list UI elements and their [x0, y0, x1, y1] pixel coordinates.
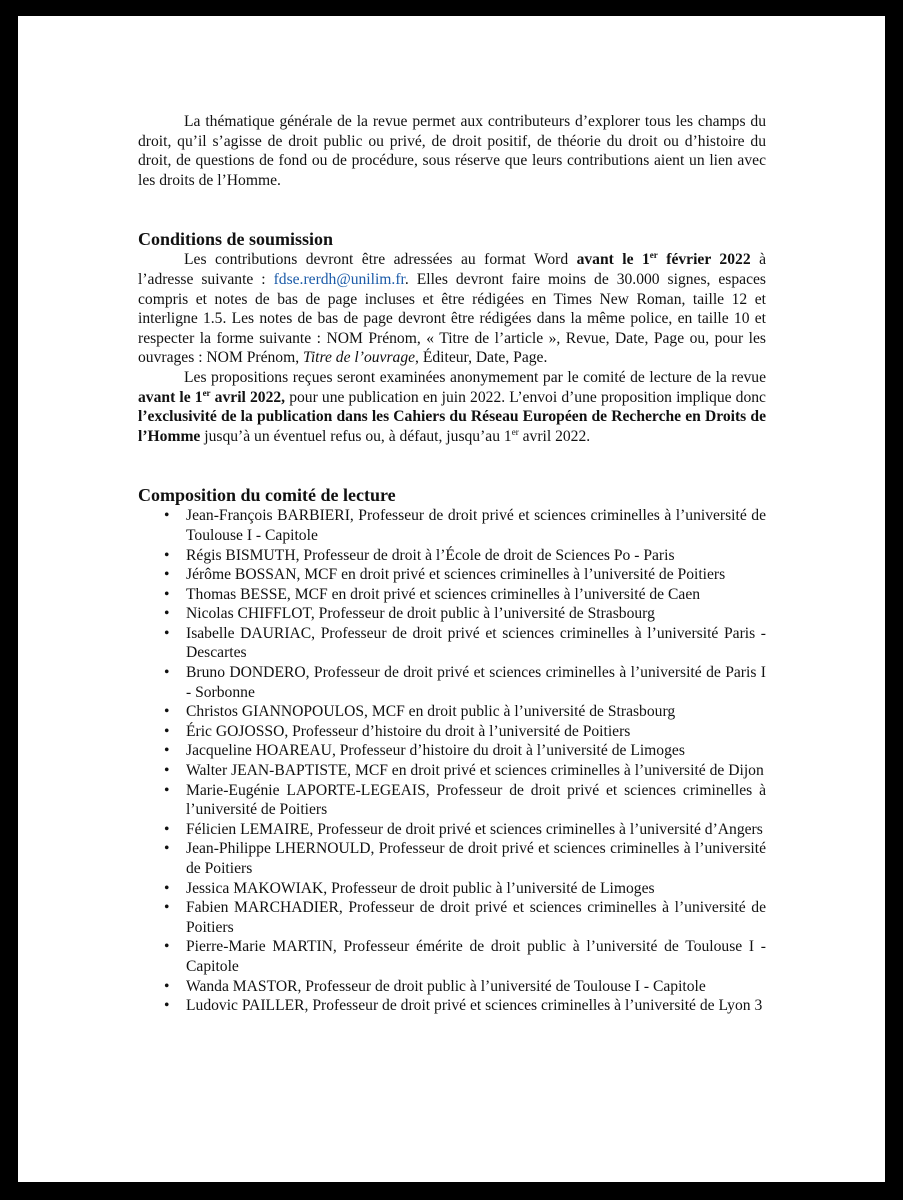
document-page [18, 16, 885, 1182]
committee-member: • Ludovic PAILLER, Professeur de droit privé et sciences criminelles à l’université de Lyon 3 [186, 996, 766, 1016]
committee-member: • Félicien LEMAIRE, Professeur de droit privé et sciences criminelles à l’université d’Angers [186, 820, 766, 840]
committee-member: • Wanda MASTOR, Professeur de droit public à l’université de Toulouse I - Capitole [186, 977, 766, 997]
committee-member: • Jean-François BARBIERI, Professeur de droit privé et sciences criminelles à l’université de Toulouse I - Capitole [186, 506, 766, 545]
committee-member: • Walter JEAN-BAPTISTE, MCF en droit privé et sciences criminelles à l’université de Dijon [186, 761, 766, 781]
intro-paragraph: La thématique générale de la revue permet aux contributeurs d’explorer tous les champs du droit, qu’il s’agisse de droit public ou privé, de droit positif, de théorie du droit ou d’histoire du droit, de questions de fond ou de procédure, sous réserve que leurs contributions aient un lien avec les droits de l’Homme. [138, 113, 766, 189]
committee-member: • Jessica MAKOWIAK, Professeur de droit public à l’université de Limoges [186, 879, 766, 899]
committee-member: • Nicolas CHIFFLOT, Professeur de droit public à l’université de Strasbourg [186, 604, 766, 624]
committee-member: • Jean-Philippe LHERNOULD, Professeur de droit privé et sciences criminelles à l’université de Poitiers [186, 839, 766, 878]
committee-member: • Marie-Eugénie LAPORTE-LEGEAIS, Professeur de droit privé et sciences criminelles à l’université de Poitiers [186, 781, 766, 820]
conditions-heading: Conditions de soumission [138, 229, 334, 250]
committee-member: • Jacqueline HOAREAU, Professeur d’histoire du droit à l’université de Limoges [186, 741, 766, 761]
conditions-paragraph-2: Les propositions reçues seront examinées anonymement par le comité de lecture de la revue avant le 1er avril 2022, pour une publication en juin 2022. L’envoi d’une proposition implique donc l’exclusivité de la publication dans les Cahiers du Réseau Européen de Recherche en Droits de l’Homme jusqu’à un éventuel refus ou, à défaut, jusqu’au 1er avril 2022. [138, 368, 766, 445]
committee-list [138, 506, 766, 1015]
committee-member: • Régis BISMUTH, Professeur de droit à l’École de droit de Sciences Po - Paris [186, 546, 766, 566]
committee-heading: Composition du comité de lecture [138, 485, 396, 506]
committee-member: • Fabien MARCHADIER, Professeur de droit privé et sciences criminelles à l’université de Poitiers [186, 898, 766, 937]
committee-member: • Isabelle DAURIAC, Professeur de droit privé et sciences criminelles à l’université Paris - Descartes [186, 624, 766, 663]
committee-member: • Bruno DONDERO, Professeur de droit privé et sciences criminelles à l’université de Paris I - Sorbonne [186, 663, 766, 702]
committee-member: • Éric GOJOSSO, Professeur d’histoire du droit à l’université de Poitiers [186, 722, 766, 742]
committee-member: • Thomas BESSE, MCF en droit privé et sciences criminelles à l’université de Caen [186, 585, 766, 605]
committee-member: • Pierre-Marie MARTIN, Professeur émérite de droit public à l’université de Toulouse I - Capitole [186, 937, 766, 976]
document-content [138, 112, 766, 1016]
email-link[interactable]: fdse.rerdh@unilim.fr [273, 270, 405, 288]
conditions-paragraph-1: Les contributions devront être adressées au format Word avant le 1er février 2022 à l’adresse suivante : fdse.rerdh@unilim.fr. Elles devront faire moins de 30.000 signes, espaces compris et notes de bas de page incluses et être rédigées en Times New Roman, taille 12 et interligne 1.5. Les notes de bas de page devront être rédigées dans la même police, en taille 10 et respecter la forme suivante : NOM Prénom, « Titre de l’article », Revue, Date, Page ou, pour les ouvrages : NOM Prénom, Titre de l’ouvrage, Éditeur, Date, Page. [138, 250, 766, 367]
committee-member: • Christos GIANNOPOULOS, MCF en droit public à l’université de Strasbourg [186, 702, 766, 722]
committee-member: • Jérôme BOSSAN, MCF en droit privé et sciences criminelles à l’université de Poitiers [186, 565, 766, 585]
